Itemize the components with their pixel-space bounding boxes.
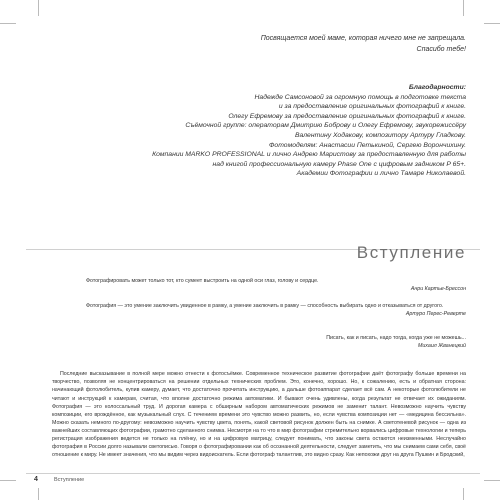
page-number: 4 xyxy=(34,476,38,483)
epigraph xyxy=(226,334,466,350)
crop-mark xyxy=(484,23,500,24)
page-footer xyxy=(26,473,480,486)
epigraph-quote: Писать, как и писать, надо тогда, когда уже не можешь... xyxy=(326,335,466,341)
epigraph-quote: Фотография — это умение заключить увиденное в рамку, а умение заключить в рамку — способность выбирать одно и отказываться от другого. xyxy=(86,303,444,309)
epigraph-quote: Фотографировать может только тот, кто сумеет выстроить на одной оси глаз, голову и сердце. xyxy=(86,278,319,284)
acknowledgement-line: и за предоставление оригинальных фотографий к книге. xyxy=(278,103,466,111)
dedication-line: Спасибо тебе! xyxy=(416,46,466,53)
acknowledgement-line: Фотомоделям: Анастасии Петькиной, Сергею Ворончихину. xyxy=(269,141,466,149)
epigraph-author: Артуро Перес-Реверте xyxy=(405,311,466,318)
chapter-title: Вступление xyxy=(356,243,466,263)
acknowledgement-line: Олегу Ефремову за предоставление оригинальных фотографий к книге. xyxy=(228,112,466,120)
acknowledgements xyxy=(40,83,466,179)
acknowledgement-line: Валентину Ходакову, композитору Артуру Гладкову. xyxy=(294,131,466,139)
crop-mark xyxy=(484,480,500,481)
acknowledgement-line: Съёмочной группе: операторам Дмитрию Боброву и Олегу Ефремову, звукорежиссёру xyxy=(185,122,466,130)
epigraph xyxy=(86,277,466,293)
running-head: Вступление xyxy=(54,477,85,483)
epigraph-author: Анри Картье-Брессон xyxy=(410,286,466,293)
crop-mark xyxy=(0,23,16,24)
acknowledgement-line: Академии Фотографии и лично Тамаре Николаевой. xyxy=(296,170,466,178)
epigraph xyxy=(86,302,466,318)
acknowledgements-heading: Благодарности: xyxy=(408,84,466,91)
crop-mark xyxy=(0,480,16,481)
dedication-line: Посвящается моей маме, которая ничего мне не запрещала. xyxy=(260,35,466,42)
acknowledgement-line: над книгой профессиональную камеру Phase One с цифровым задником P 65+. xyxy=(212,160,466,168)
acknowledgement-line: Надежде Самсоновой за огромную помощь в подготовке текста xyxy=(254,93,466,101)
crop-mark xyxy=(463,488,464,500)
crop-mark xyxy=(38,0,39,16)
acknowledgement-line: Компании MARKO PROFESSIONAL и лично Андрею Маристову за предоставленную для работы xyxy=(152,151,466,159)
crop-mark xyxy=(38,488,39,500)
body-paragraph: Последние высказывание в полной мере можно отнести к фотосъёмке. Современное техническое развитие фотографии даёт фотографу больше времени на творчество, позволяя не концентрироваться на решении отдельных технических проблем. Это, конечно, хорошо. Но, к сожалению, есть и обратная сторона: начинающий фотолюбитель, купив камеру, думает, что достаточно прочитать инструкцию, а дальше фотоаппарат сделает всё сам. А некоторые фотолюбители не читают и инструкций к камерам, считая, что вполне достаточно режима автоматики. И бывают очень удивлены, когда результат не отвечает их ожиданиям. Фотография — это колоссальный труд. И дорогая камера с обширным набором автоматических режимов не заменит талант. Невозможно научить чувству композиции, его врождённое, как музыкальный слух. С течением времени это чувство можно развить, но, если чувства композиции нет — «медицина бессильна». Можно сказать немного по-другому: невозможно научить чувству цвета, понять, какой световой рисунок должен быть на снимке. А светотеневой рисунок — одна из важнейших составляющих фотографии, грамотно сделанного снимка. Несмотря на то что в мир фотографии стремительно ворвались цифровые технологии и теперь регистрация изображения ведется не только на плёнку, но и на цифровую матрицу, следует понимать, что законы света остаются неизменными. Неслучайно фотография в России долго называли светописью. Говоря о фотографировании как об осознанной деятельности, следует заметить, что мы снимаем сами себя, своё отношение к миру. Не имеет значения, что мы видим через видоискатель. Если фотограф талантлив, это видно сразу. Как непохожи друг на друга Пушкин и Бродский, xyxy=(52,371,466,459)
dedication xyxy=(60,33,466,55)
crop-mark xyxy=(463,0,464,16)
epigraph-author: Михаил Жванецкий xyxy=(417,343,466,350)
